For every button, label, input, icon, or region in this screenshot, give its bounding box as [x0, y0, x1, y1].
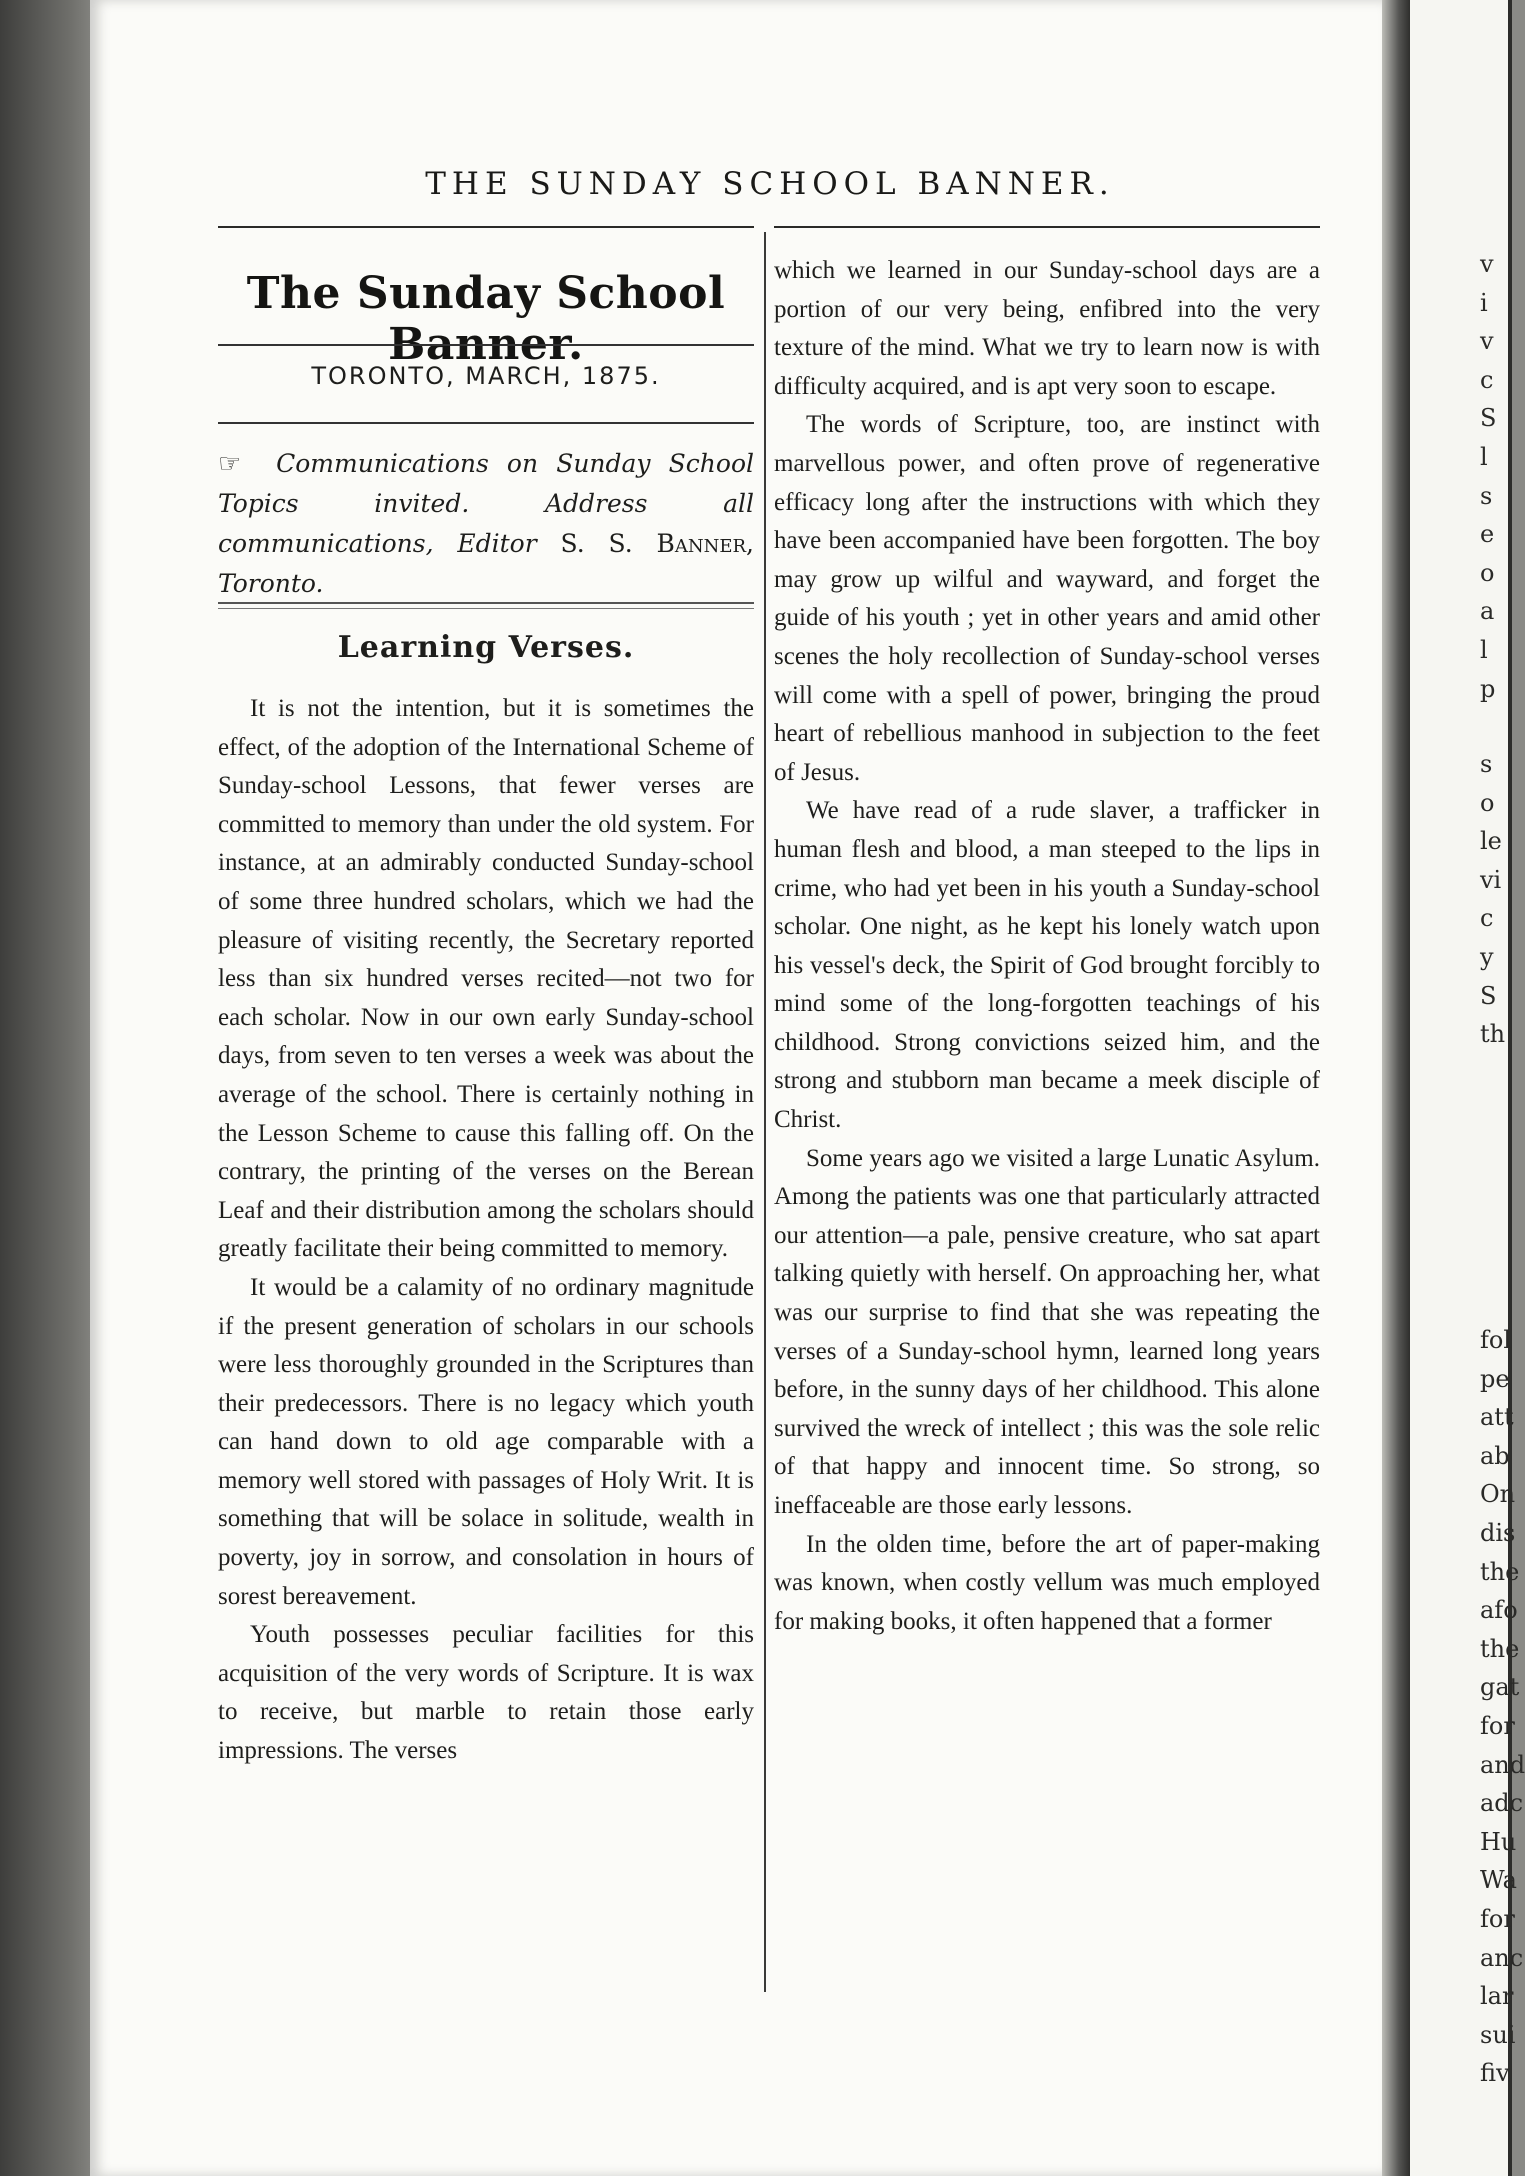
- edge-fragment: for: [1480, 1905, 1515, 1933]
- edge-fragment: s: [1480, 481, 1493, 510]
- edge-fragment: Wa: [1480, 1866, 1517, 1895]
- edge-fragment: s: [1480, 750, 1493, 778]
- editorial-notice: [218, 444, 754, 604]
- top-rule-right: [774, 226, 1320, 228]
- edge-fragment: o: [1480, 558, 1495, 587]
- masthead-rule: [218, 344, 754, 346]
- notice-place: Toronto.: [218, 569, 324, 598]
- edge-fragment: th: [1480, 1020, 1506, 1049]
- pointing-hand-icon: ☞: [218, 449, 242, 479]
- edge-fragment: lar: [1480, 1982, 1514, 2011]
- edge-fragment: y: [1480, 943, 1494, 971]
- paragraph: Some years ago we visited a large Lunatic Asylum. Among the patients was one that particularly attracted our attention—a pale, pensive creature, who sat apart talking quietly with herself. On approaching her, what was our surprise to find that she was repeating the verses of a Sunday-school hymn, learned long years before, in the sunny days of her childhood. This alone survived the wreck of intellect ; this was the sole relic of that happy and innocent time. So strong, so ineffaceable are those early lessons.: [774, 1144, 1320, 1519]
- notice-editor: S. S. Banner,: [560, 529, 754, 558]
- right-article-body: [774, 252, 1320, 1641]
- edge-fragment: att: [1480, 1403, 1514, 1432]
- edge-fragment: afo: [1480, 1596, 1518, 1625]
- edge-fragment: the: [1480, 1557, 1520, 1586]
- edge-fragment: l: [1480, 443, 1488, 471]
- paragraph: We have read of a rude slaver, a trafficker in human flesh and blood, a man steeped to the lips in crime, who had yet been in his youth a Sunday-school scholar. One night, as he kept his lonely watch upon his vessel's deck, the Spirit of God brought forcibly to mind some of the long-forgotten teachings of his childhood. Strong convictions seized him, and the strong and stubborn man became a meek disciple of Christ.: [774, 797, 1320, 1134]
- edge-fragment: sui: [1480, 2020, 1516, 2049]
- edge-fragment: On: [1480, 1480, 1516, 1509]
- page-gutter: [1382, 0, 1410, 2176]
- edge-fragment: l: [1480, 636, 1488, 664]
- edge-fragment: fol: [1480, 1326, 1512, 1354]
- masthead: The Sunday School Banner.: [246, 268, 726, 370]
- edge-fragment: S: [1480, 404, 1497, 433]
- edge-fragment: c: [1480, 365, 1494, 394]
- dateline-rule: [218, 422, 754, 424]
- edge-fragment: for: [1480, 1712, 1515, 1740]
- book-binding: [0, 0, 100, 2176]
- edge-fragment: S: [1480, 981, 1497, 1010]
- edge-fragment: c: [1480, 904, 1494, 933]
- edge-fragment: dis: [1480, 1519, 1516, 1547]
- edge-fragment: i: [1480, 288, 1488, 317]
- dateline: TORONTO, MARCH, 1875.: [311, 362, 661, 390]
- article-title: Learning Verses.: [337, 630, 635, 665]
- edge-fragment: v: [1480, 327, 1494, 356]
- edge-fragment: le: [1480, 827, 1502, 856]
- edge-fragment: anc: [1480, 1943, 1524, 1972]
- edge-fragment: gat: [1480, 1673, 1520, 1702]
- edge-fragment: the: [1480, 1634, 1520, 1663]
- edge-fragment: Hu: [1480, 1827, 1517, 1856]
- facing-page-edge: [1410, 0, 1525, 2176]
- paragraph: It would be a calamity of no ordinary magnitude if the present generation of scholars in our schools were less thoroughly grounded in the Scriptures than their predecessors. There is no legacy which youth can hand down to old age comparable with a memory well stored with passages of Holy Writ. It is something that will be solace in solitude, wealth in poverty, joy in sorrow, and consolation in hours of sorest bereavement.: [218, 1273, 754, 1610]
- left-article-body: [218, 690, 754, 1771]
- edge-fragment: ab: [1480, 1441, 1510, 1470]
- edge-fragment: and: [1480, 1750, 1525, 1779]
- top-rule-left: [218, 226, 754, 228]
- edge-fragment: adc: [1480, 1789, 1524, 1818]
- edge-fragment: a: [1480, 597, 1495, 626]
- paragraph: In the olden time, before the art of paper-making was known, when costly vellum was much employed for making books, it often happened that a former: [774, 1530, 1320, 1635]
- paragraph: which we learned in our Sunday-school days are a portion of our very being, enfibred into the very texture of the mind. What we try to learn now is with difficulty acquired, and is apt very soon to escape.: [774, 257, 1320, 400]
- notice-rule-thin: [218, 608, 754, 609]
- edge-fragment: fiv: [1480, 2059, 1510, 2088]
- running-head: THE SUNDAY SCHOOL BANNER.: [425, 166, 1115, 202]
- notice-rule: [218, 602, 754, 604]
- notice-text: Communications on Sunday School Topics invited. Address all communications, Editor: [218, 449, 754, 558]
- edge-fragment: v: [1480, 250, 1494, 278]
- paragraph: It is not the intention, but it is sometimes the effect, of the adoption of the International Scheme of Sunday-school Lessons, that fewer verses are committed to memory than under the old system. For instance, at an admirably conducted Sunday-school of some three hundred scholars, which we had the pleasure of visiting recently, the Secretary reported less than six hundred verses recited—not two for each scholar. Now in our own early Sunday-school days, from seven to ten verses a week was about the average of the school. There is certainly nothing in the Lesson Scheme to cause this falling off. On the contrary, the printing of the verses on the Berean Leaf and their distribution among the scholars should greatly facilitate their being committed to memory.: [218, 695, 754, 1263]
- edge-fragment: p: [1480, 674, 1496, 703]
- edge-fragment: vi: [1480, 865, 1502, 894]
- edge-fragment: o: [1480, 788, 1495, 817]
- column-divider: [764, 232, 766, 1992]
- edge-fragment: pe: [1480, 1364, 1510, 1393]
- edge-fragment: e: [1480, 520, 1495, 549]
- paragraph: The words of Scripture, too, are instinct with marvellous power, and often prove of regenerative efficacy long after the instructions with which they have been accompanied have been forgotten. The boy may grow up wilful and wayward, and forget the guide of his youth ; yet in other years and amid other scenes the holy recollection of Sunday-school verses will come with a spell of power, bringing the proud heart of rebellious manhood in subjection to the feet of Jesus.: [774, 411, 1320, 786]
- paragraph: Youth possesses peculiar facilities for this acquisition of the very words of Scripture. It is wax to receive, but marble to retain those early impressions. The verses: [218, 1621, 754, 1765]
